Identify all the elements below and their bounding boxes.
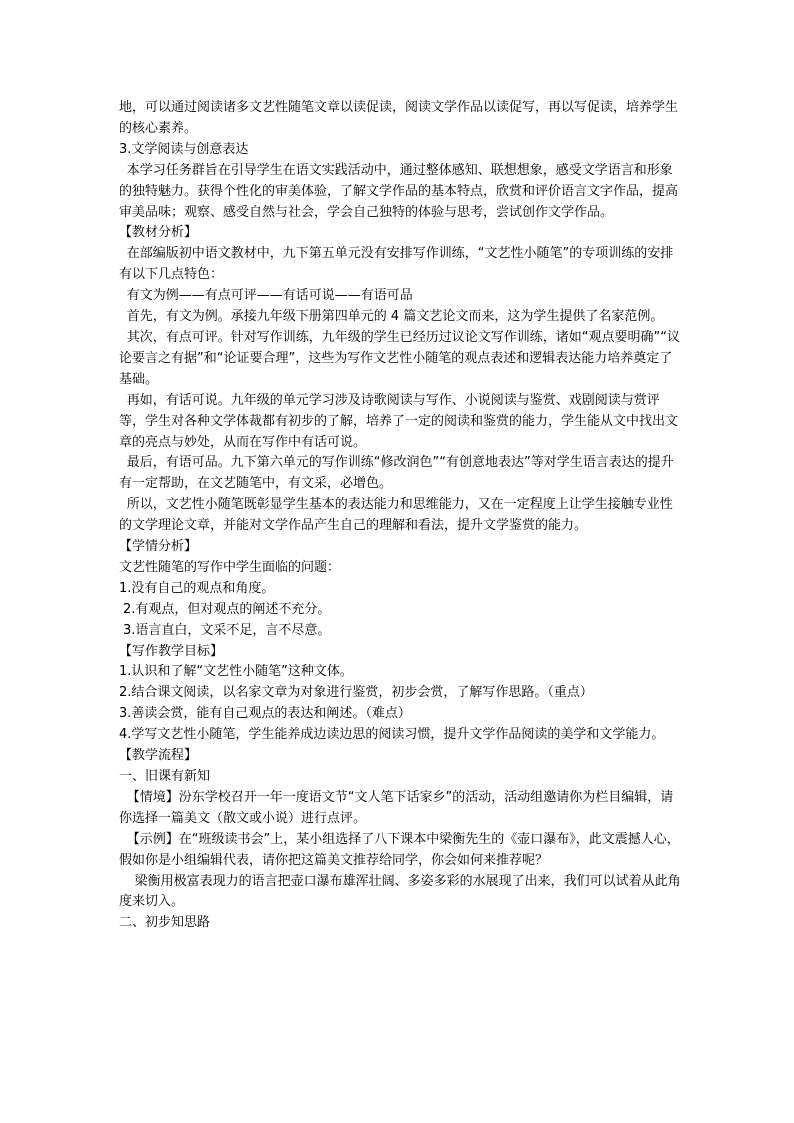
paragraph-p6: 首先，有文为例。承接九年级下册第四单元的 4 篇文艺论文而来，这为学生提供了名家范例。 xyxy=(126,309,664,325)
paragraph-p2: 本学习任务群旨在引导学生在语文实践活动中，通过整体感知、联想想象，感受文学语言和形象的独特魅力。获得个性化的审美体验，了解文学作品的基本特点，欣赏和评价语言文字作品，提高审美品味；观察、感受自然与社会，学会自己独特的体验与思考，尝试创作文学作品。 xyxy=(119,162,679,220)
paragraph-p25: 梁衡用极富表现力的语言把壶口瀑布雄浑壮阔、多姿多彩的水展现了出来，我们可以试着从此角度来切入。 xyxy=(119,873,681,910)
paragraph-p5: 有文为例——有点可评——有话可说——有语可品 xyxy=(126,288,413,304)
paragraph-p22: 一、旧课有新知 xyxy=(119,769,211,784)
paragraph-p3: 【教材分析】 xyxy=(119,225,198,241)
paragraph-p15: 3.语言直白，文采不足，言不尽意。 xyxy=(123,622,331,638)
paragraph-p0: 地，可以通过阅读诸多文艺性随笔文章以读促读，阅读文学作品以读促写，再以写促读，培养学生的核心素养。 xyxy=(119,100,679,136)
paragraph-p8: 再如，有话可说。九年级的单元学习涉及诗歌阅读与写作、小说阅读与鉴赏、戏剧阅读与赏评等，学生对各种文学体裁都有初步的了解，培养了一定的阅读和鉴赏的能力，学生能从文中找出文章的亮点与妙处，从而在写作中有话可说。 xyxy=(119,392,679,450)
paragraph-p1: 3.文学阅读与创意表达 xyxy=(119,141,249,157)
paragraph-p12: 文艺性随笔的写作中学生面临的问题： xyxy=(119,559,341,575)
paragraph-p20: 4.学写文艺性小随笔，学生能养成边读边思的阅读习惯，提升文学作品阅读的美学和文学能力。 xyxy=(119,727,665,743)
paragraph-p19: 3.善读会赏，能有自己观点的表达和阐述。（难点） xyxy=(119,706,411,722)
paragraph-p4: 在部编版初中语文教材中，九下第五单元没有安排写作训练，“文艺性小随笔”的专项训练的安排有以下几点特色： xyxy=(119,246,674,283)
paragraph-p23: 【情境】汾东学校召开一年一度语文节“文人笔下话家乡”的活动，活动组邀请你为栏目编辑，请你选择一篇美文（散文或小说）进行点评。 xyxy=(119,789,674,826)
document-body xyxy=(119,98,681,934)
paragraph-p10: 所以，文艺性小随笔既彰显学生基本的表达能力和思维能力，又在一定程度上让学生接触专业性的文学理论文章，并能对文学作品产生自己的理解和看法，提升文学鉴赏的能力。 xyxy=(119,497,673,534)
paragraph-p17: 1.认识和了解“文艺性小随笔”这种文体。 xyxy=(119,664,353,680)
paragraph-p11: 【学情分析】 xyxy=(119,539,198,555)
paragraph-p13: 1.没有自己的观点和角度。 xyxy=(119,580,275,596)
paragraph-p21: 【教学流程】 xyxy=(119,748,198,764)
paragraph-p24: 【示例】在“班级读书会”上，某小组选择了八下课本中梁衡先生的《壶口瀑布》，此文震撼人心，假如你是小组编辑代表，请你把这篇美文推荐给同学，你会如何来推荐呢？ xyxy=(119,831,680,868)
paragraph-p18: 2.结合课文阅读，以名家文章为对象进行鉴赏，初步会赏，了解写作思路。（重点） xyxy=(119,685,593,701)
paragraph-p14: 2.有观点，但对观点的阐述不充分。 xyxy=(123,601,331,617)
paragraph-p9: 最后，有语可品。九下第六单元的写作训练“修改润色”“有创意地表达”等对学生语言表达的提升有一定帮助，在文艺随笔中，有文采，必增色。 xyxy=(119,455,674,492)
paragraph-p26: 二、初步知思路 xyxy=(119,915,211,931)
paragraph-p16: 【写作教学目标】 xyxy=(119,643,224,659)
paragraph-p7: 其次，有点可评。针对写作训练，九年级的学生已经历过议论文写作训练，诸如“观点要明确”“议论要言之有据”和“论证要合理”，这些为写作文艺性小随笔的观点表述和逻辑表达能力培养奠定了基础。 xyxy=(119,329,681,387)
